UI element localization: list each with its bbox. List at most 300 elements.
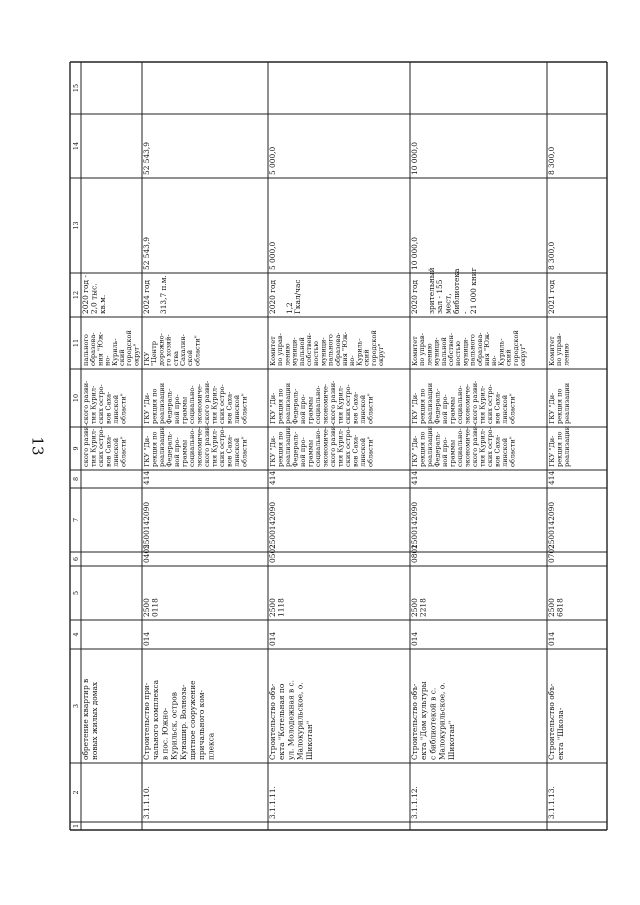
row-1-c3-line: обретение квартир в	[81, 678, 90, 760]
header-col-13	[72, 221, 80, 229]
row-4-c12-line: мест,	[443, 293, 453, 314]
row-3-c9-line: ского разви-	[329, 423, 337, 467]
row-2-c11-line: области"	[193, 335, 202, 366]
row-2-c10-line: ной про-	[173, 394, 181, 424]
row-3-c9-line: Федераль-	[291, 431, 300, 467]
row-2-c8-line: 414	[142, 470, 151, 485]
row-2-c12-line: 313,7 п.м.	[158, 275, 168, 314]
row-4-c11-line: муници-	[461, 337, 470, 366]
row-4-c10-line: реализации	[426, 382, 434, 424]
row-1-c10-line: области"	[119, 393, 128, 424]
header-col-7-line: 7	[72, 517, 80, 523]
row-3-c9-line: рекция по	[276, 431, 285, 467]
row-3-c11-line: ностью	[312, 340, 321, 366]
row-4-c11-line: ния "Юж-	[483, 331, 491, 366]
row-2-c13	[142, 237, 151, 270]
row-4-c10-line: ских остро-	[486, 384, 494, 424]
row-5-c13-line: 8 300,0	[547, 241, 556, 270]
row-2-c3-line: Строительство при-	[142, 682, 151, 760]
row-1-c10-line: ских остро-	[97, 384, 105, 424]
row-4-c11-line: Комитет	[411, 336, 419, 366]
row-1-c11	[82, 330, 140, 366]
row-3-c12	[268, 279, 302, 314]
row-4-c10-line: рекция по	[418, 388, 427, 424]
row-3-c9-line: экономиче-	[321, 426, 330, 467]
header-col-2-line: 2	[72, 790, 80, 795]
row-2-c7	[142, 502, 151, 549]
row-3-c3-line: Строительство объ-	[268, 683, 277, 760]
row-3-c10-line: ГКУ "Ди-	[269, 392, 277, 424]
row-1-c12	[81, 275, 107, 314]
row-5-c9-line: реализации	[563, 425, 571, 467]
row-3-c11-line: Куриль-	[355, 338, 364, 366]
row-2-c3-line: чального комплекса	[151, 679, 161, 760]
row-1-c11-line: но-	[103, 355, 112, 366]
row-5-c11-line: по управ-	[555, 333, 564, 366]
row-4-c10-line: Федераль-	[433, 388, 442, 424]
header-col-5	[72, 591, 80, 595]
row-2-c3-line: плекса	[206, 732, 216, 760]
row-5-c11-line: лению	[562, 343, 571, 366]
row-2-c3-line: Кунашир. Волноза-	[178, 684, 188, 760]
header-col-7	[72, 518, 80, 522]
row-2-c10-line: социально-	[188, 385, 196, 424]
row-4-c10-line: ского разви-	[471, 380, 479, 424]
row-3-c10-line: экономиче-	[321, 383, 330, 424]
row-2-c13-line: 52 543,9	[142, 237, 151, 270]
header-col-14	[72, 142, 80, 150]
row-4-c3-line: екта "Дом культуры	[419, 681, 429, 760]
row-5-c6-line: 0702	[547, 544, 556, 563]
row-2-c10-line: экономиче-	[195, 383, 204, 424]
row-5-c14	[547, 146, 556, 175]
header-col-10	[72, 394, 80, 402]
row-3-c8-line: 414	[268, 470, 277, 485]
row-3-c10-line: тия Курил-	[336, 385, 345, 424]
row-2-c10-line: Федераль-	[165, 388, 174, 424]
row-4-c9-line: социально-	[456, 428, 464, 467]
row-4-c3-line: Строительство объ-	[410, 683, 419, 760]
row-2-c9-line: Федераль-	[165, 431, 174, 467]
header-col-12	[72, 291, 80, 299]
row-1-c9	[82, 424, 128, 467]
row-3-c14	[268, 146, 277, 175]
row-4-c5	[410, 598, 428, 617]
row-4-c12-line: 2020 год	[410, 279, 419, 314]
row-3-c11-line: пальной	[297, 337, 306, 366]
row-3-c10-line: граммы	[306, 396, 315, 424]
row-2-c10	[143, 381, 249, 424]
row-4-c6-line: 0801	[410, 544, 419, 563]
row-5-c5-line: 6818	[555, 598, 565, 617]
header-col-5-line: 5	[72, 590, 80, 596]
row-4-c11-line: собствен-	[447, 332, 455, 366]
row-4-c3-line: Шикотан"	[446, 720, 456, 760]
row-1-c10-line: вов Саха-	[104, 391, 113, 424]
row-2-c3-line: причального ком-	[197, 690, 207, 760]
row-5-c5-line: 2500	[547, 598, 556, 617]
row-3-c7-line: 2500142090	[268, 501, 277, 549]
row-3-c9-line: тия Курил-	[336, 428, 345, 467]
row-4-c13-line: 10 000,0	[410, 237, 419, 270]
row-4-c9-line: граммы	[448, 439, 457, 467]
row-3-c11-line: собствен-	[305, 332, 313, 366]
row-2-c9-line: рекция по	[150, 431, 159, 467]
row-1-c11-line: Куриль-	[110, 338, 119, 366]
page-number: 13	[28, 436, 47, 456]
row-3-c10-line: области"	[366, 393, 375, 424]
row-4-c14-line: 10 000,0	[410, 142, 419, 175]
row-5-c3	[547, 683, 565, 760]
row-2-c11-line: ства	[171, 351, 180, 366]
row-4-c10-line: экономиче-	[463, 383, 472, 424]
row-2-c9	[143, 424, 249, 467]
row-2-c10-line: ских остро-	[218, 384, 226, 424]
header-col-13-line: 13	[72, 221, 80, 230]
header-col-8-line: 8	[72, 476, 80, 482]
row-3-c4	[268, 632, 277, 646]
row-3-c10-line: ских остро-	[344, 384, 352, 424]
row-2-c10-line: рекция по	[150, 388, 159, 424]
row-3-c11-line: Комитет	[269, 336, 277, 366]
row-4-c4-line: 014	[410, 631, 419, 646]
row-4-c8	[410, 471, 419, 485]
header-col-4-line: 4	[72, 632, 80, 637]
row-3-c9-line: области"	[366, 436, 375, 467]
header-col-1-line: 1	[72, 823, 80, 829]
row-3-c3-line: Малокурильское, о.	[295, 682, 305, 760]
row-3-c10-line: Федераль-	[291, 388, 300, 424]
row-4-c9-line: тия Курил-	[478, 428, 487, 467]
header-col-15-line: 15	[72, 83, 80, 93]
row-4-c11-line: муници-	[432, 337, 441, 366]
row-3-c5	[268, 598, 286, 617]
header-col-3	[72, 704, 80, 708]
row-3-c6-line: 0502	[268, 544, 277, 563]
row-5-c4-line: 014	[547, 631, 556, 646]
row-3-c11-line: муници-	[319, 337, 328, 366]
row-1-c3-line: новых жилых домах	[90, 681, 100, 760]
row-1-c11-line: округ"	[132, 343, 141, 366]
row-2-c10-line: линской	[233, 394, 241, 424]
row-4-c9-line: области"	[508, 436, 517, 467]
row-2-c5	[142, 598, 160, 617]
row-2-c3-line: щитное сооружение	[188, 680, 197, 760]
row-3-c10	[269, 381, 375, 424]
row-5-c10	[548, 382, 571, 424]
row-3-c10-line: вов Саха-	[351, 391, 360, 424]
row-4-c5-line: 2500	[410, 598, 419, 617]
row-5-c10-line: реализации	[563, 382, 571, 424]
row-3-c9-line: линской	[359, 437, 367, 467]
row-1-c9-line: области"	[119, 436, 128, 467]
row-3-c3-line: Шикотан"	[304, 720, 314, 760]
row-5-c9-line: рекция по	[555, 431, 564, 467]
row-4-c11-line: Куриль-	[497, 338, 506, 366]
row-2-c11-line: дорожно-	[157, 333, 166, 366]
row-2-c2-line: 3.1.1.10.	[142, 786, 151, 819]
row-4-c9-line: ского разви-	[471, 423, 479, 467]
row-2-c4	[142, 632, 151, 646]
row-1-c11-line: пального	[82, 334, 90, 366]
header-col-15	[72, 84, 80, 92]
row-1-c11-line: образова-	[89, 332, 98, 366]
row-4-c9-line: реализации	[426, 425, 434, 467]
row-4-c10-line: области"	[508, 393, 517, 424]
row-5-c3-line: Строительство объ-	[547, 683, 556, 760]
row-4-c11-line: пальной	[439, 337, 448, 366]
row-2-c11-line: Сахалин-	[179, 334, 187, 366]
row-2-c9-line: ГКУ "Ди-	[143, 435, 151, 467]
row-4-c11-line: пального	[468, 334, 477, 366]
row-4-c11	[411, 330, 527, 366]
row-1-c10-line: тия Курил-	[89, 385, 98, 424]
row-3-c10-line: линской	[359, 394, 367, 424]
row-2-c10-line: области"	[240, 393, 249, 424]
row-4-c12-line: 21 000 книг	[468, 267, 478, 314]
row-4-c10-line: ной про-	[441, 394, 449, 424]
row-1-c12-line: кв.м.	[97, 294, 107, 314]
row-4-c11-line: по управ-	[418, 333, 427, 366]
row-1-c3	[81, 679, 99, 760]
row-3-c10-line: ной про-	[299, 394, 307, 424]
row-4-c12-line: зал - 155	[435, 279, 445, 314]
header-col-6	[72, 557, 80, 561]
row-2-c3-line: в пос. Южно-	[160, 707, 170, 760]
row-3-c9-line: социально-	[314, 428, 322, 467]
row-4-c9-line: ГКУ "Ди-	[411, 435, 419, 467]
row-3-c9-line: ГКУ "Ди-	[269, 435, 277, 467]
row-2-c6-line: 0405	[142, 544, 151, 563]
row-2-c11-line: ГКУ	[143, 351, 151, 366]
row-2-c10-line: реализации	[158, 382, 166, 424]
row-5-c3-line: екта "Школа-	[556, 707, 566, 760]
row-2-c10-line: тия Курил-	[210, 385, 219, 424]
row-4-c10-line: тия Курил-	[478, 385, 487, 424]
row-2-c9-line: социально-	[188, 428, 196, 467]
row-3-c10-line: социально-	[314, 385, 322, 424]
row-4-c10-line: социально-	[456, 385, 464, 424]
row-4-c9-line: рекция по	[418, 431, 427, 467]
row-4-c9-line: ной про-	[441, 437, 449, 467]
header-col-12-line: 12	[72, 290, 80, 300]
row-2-c9-line: экономиче-	[195, 426, 204, 467]
row-4-c10-line: вов Саха-	[493, 391, 502, 424]
header-col-10-line: 10	[72, 393, 80, 403]
row-5-c5	[547, 598, 565, 617]
row-4-c13	[410, 237, 419, 270]
row-3-c10-line: ского разви-	[329, 380, 337, 424]
row-5-c7	[547, 502, 556, 549]
row-2-c8	[142, 471, 151, 485]
row-4-c14	[410, 142, 419, 175]
row-1-c11-line: ния "Юж-	[96, 331, 105, 366]
row-1-c10	[82, 381, 128, 424]
row-2-c5-line: 0118	[150, 598, 160, 617]
header-col-11	[72, 339, 80, 347]
row-4-c9-line: экономиче-	[463, 426, 472, 467]
row-3-c12-line: 2020 год	[268, 279, 277, 314]
row-2-c2	[142, 786, 151, 819]
row-2-c9-line: граммы	[180, 439, 189, 467]
row-2-c9-line: тия Курил-	[210, 428, 219, 467]
row-4-c12-line: зрительный	[426, 267, 436, 314]
header-col-14-line: 14	[72, 141, 80, 151]
row-4-c3	[410, 681, 456, 760]
row-3-c2	[268, 786, 277, 819]
row-4-c12-line: -	[460, 311, 470, 314]
row-4-c3-line: Малокурильское, о.	[437, 682, 447, 760]
row-2-c11-line: "Центр	[150, 341, 159, 366]
row-5-c2-line: 3.1.1.13.	[547, 786, 556, 819]
row-4-c9-line: ских остро-	[486, 427, 494, 467]
row-3-c13	[268, 241, 277, 270]
row-2-c10-line: ГКУ "Ди-	[143, 392, 151, 424]
row-5-c13	[547, 241, 556, 270]
row-5-c11	[548, 333, 570, 366]
row-1-c9-line: вов Саха-	[104, 434, 113, 467]
row-3-c14-line: 5 000,0	[268, 146, 277, 175]
row-4-c5-line: 2218	[418, 598, 428, 617]
row-2-c11	[143, 333, 201, 366]
row-2-c9-line: линской	[233, 437, 241, 467]
row-1-c11-line: ский	[118, 349, 126, 366]
row-3-c12-line: Гкал/час	[293, 279, 303, 314]
row-3-c3	[268, 680, 314, 760]
row-3-c11-line: городской	[369, 330, 378, 366]
row-5-c14-line: 8 300,0	[547, 146, 556, 175]
row-2-c14	[142, 142, 151, 175]
row-3-c11	[269, 330, 385, 366]
header-col-3-line: 3	[72, 703, 80, 709]
row-2-c9-line: вов Саха-	[225, 434, 234, 467]
row-4-c11-line: городской	[511, 330, 520, 366]
header-col-2	[72, 790, 80, 794]
row-2-c9-line: ских остро-	[218, 427, 226, 467]
row-3-c10-line: рекция по	[276, 388, 285, 424]
row-4-c10-line: линской	[501, 394, 509, 424]
row-4-c9	[411, 424, 517, 467]
row-3-c11-line: ский	[362, 349, 371, 366]
row-3-c13-line: 5 000,0	[268, 241, 277, 270]
row-2-c5-line: 2500	[142, 598, 151, 617]
row-2-c7-line: 2500142090	[142, 501, 151, 549]
row-2-c10-line: ского разви-	[203, 380, 211, 424]
row-2-c3-line: Курильск, остров	[169, 692, 179, 760]
row-4-c12	[410, 267, 478, 314]
row-4-c11-line: округ"	[519, 343, 527, 366]
row-3-c9-line: ских остро-	[344, 427, 352, 467]
row-5-c10-line: ГКУ "Ди-	[548, 392, 556, 424]
row-3-c9-line: граммы	[306, 439, 315, 467]
row-3-c5-line: 2500	[268, 598, 277, 617]
row-1-c9-line: ского разви-	[82, 423, 90, 467]
row-3-c7	[268, 502, 277, 549]
row-2-c10-line: граммы	[180, 396, 189, 424]
row-3-c9	[269, 424, 375, 467]
row-3-c11-line: образова-	[333, 332, 342, 366]
row-3-c9-line: ной про-	[299, 437, 307, 467]
row-3-c11-line: лению	[283, 343, 292, 366]
row-4-c7	[410, 502, 419, 549]
row-1-c10-line: ского разви-	[82, 380, 90, 424]
row-2-c12-line: 2024 год	[142, 279, 151, 314]
row-4-c9-line: вов Саха-	[493, 434, 502, 467]
row-5-c2	[547, 786, 556, 819]
row-4-c7-line: 2500142090	[410, 501, 419, 549]
row-2-c10-line: вов Саха-	[225, 391, 234, 424]
row-5-c8-line: 414	[547, 470, 556, 485]
row-1-c11-line: городской	[125, 330, 134, 366]
row-2-c12	[142, 275, 168, 314]
header-col-9-line: 9	[72, 446, 80, 451]
row-1-c10-line: линской	[112, 394, 120, 424]
row-4-c9-line: линской	[501, 437, 509, 467]
row-3-c5-line: 1118	[276, 598, 286, 617]
row-4-c4	[410, 632, 419, 646]
row-5-c9	[548, 425, 571, 467]
row-5-c8	[547, 471, 556, 485]
row-3-c11-line: но-	[348, 355, 357, 366]
row-3-c2-line: 3.1.1.11.	[268, 786, 277, 819]
header-col-11-line: 11	[72, 338, 80, 348]
row-1-c9-line: тия Курил-	[89, 428, 98, 467]
row-4-c11-line: но-	[490, 355, 499, 366]
row-3-c10-line: реализации	[284, 382, 292, 424]
row-1-c12-line: 2,0 тыс.	[89, 283, 99, 314]
row-2-c11-line: ской	[186, 349, 195, 366]
row-5-c12-line: 2021 год	[547, 279, 556, 314]
row-2-c3	[142, 679, 215, 760]
row-4-c11-line: ностью	[454, 340, 463, 366]
row-3-c11-line: ния "Юж-	[341, 331, 349, 366]
row-4-c3-line: с библиотекой в с.	[428, 687, 438, 760]
row-1-c12-line: 2020 год -	[81, 275, 90, 314]
row-2-c14-line: 52 543,9	[142, 142, 151, 175]
row-3-c9-line: реализации	[284, 425, 292, 467]
row-3-c11-line: округ"	[377, 343, 385, 366]
row-3-c11-line: муници-	[290, 337, 299, 366]
row-3-c12-line: 1,2	[284, 302, 294, 314]
header-col-9	[72, 446, 80, 450]
header-col-1	[72, 824, 80, 828]
row-3-c11-line: пального	[326, 334, 335, 366]
row-2-c11-line: го хозяй-	[164, 334, 173, 366]
row-5-c11-line: Комитет	[548, 336, 556, 366]
row-4-c11-line: лению	[425, 343, 434, 366]
row-2-c9-line: ной про-	[173, 437, 181, 467]
row-4-c11-line: ский	[504, 349, 513, 366]
row-5-c12	[547, 280, 556, 314]
row-3-c8	[268, 471, 277, 485]
row-4-c12-line: библиотека	[452, 268, 461, 314]
row-1-c9-line: ских остро-	[97, 427, 105, 467]
row-5-c10-line: рекция по	[555, 388, 564, 424]
row-4-c8-line: 414	[410, 470, 419, 485]
row-3-c4-line: 014	[268, 631, 277, 646]
row-2-c9-line: ского разви-	[203, 423, 211, 467]
header-col-4	[72, 632, 80, 636]
table-content	[72, 84, 571, 828]
row-5-c7-line: 2500142090	[547, 501, 556, 549]
row-4-c10-line: граммы	[448, 396, 457, 424]
header-col-8	[72, 477, 80, 481]
header-col-6-line: 6	[72, 556, 80, 562]
row-4-c2-line: 3.1.1.12.	[410, 786, 419, 819]
row-4-c10-line: ГКУ "Ди-	[411, 392, 419, 424]
row-3-c9-line: вов Саха-	[351, 434, 360, 467]
row-3-c3-line: ул. Молодежная в с.	[286, 680, 296, 760]
